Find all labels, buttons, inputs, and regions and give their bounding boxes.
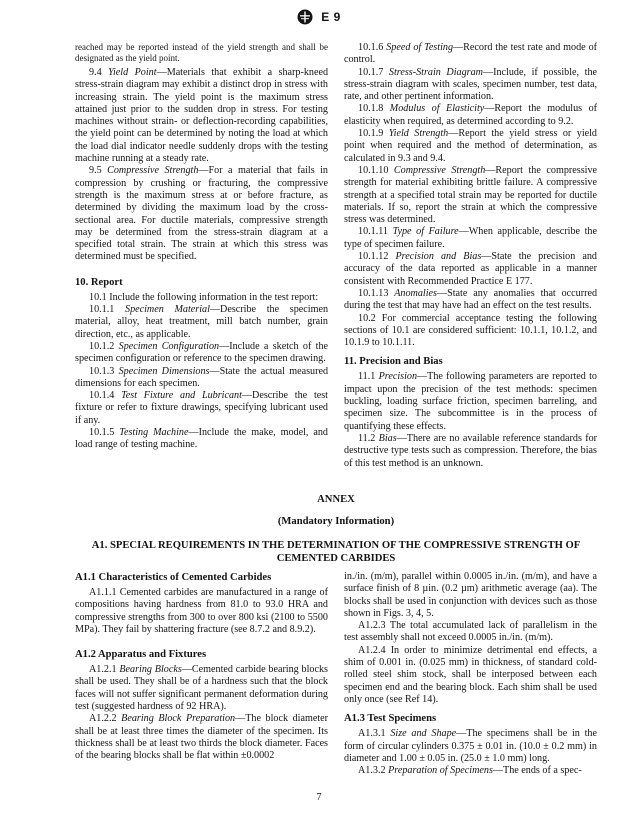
section-a1-2-1: A1.2.1 Bearing Blocks—Cemented carbide bearing blocks shall be used. They shall be of a hardness such that the block faces will not suffer significant permanent deformation during test (suggested hardness of 92 HRA). bbox=[75, 664, 328, 713]
continuation-text: reached may be reported instead of the yield strength and shall be designated as the yield point. bbox=[75, 42, 328, 63]
section-11-1: 11.1 Precision—The following parameters are reported to impact upon the precision of the test methods: specimen buckling, loading surface friction, specimen barreling, and specimen size. The subcommittee is in the process of quantifying these effects. bbox=[344, 371, 597, 432]
annex-subtitle: (Mandatory Information) bbox=[277, 516, 395, 527]
section-a1-2-2: A1.2.2 Bearing Block Preparation—The block diameter shall be at least three times the diameter of the specimen. Its thickness shall be at least two thirds the block diameter. Faces of the bearing blocks shall be flat within ±0.0002 bbox=[75, 713, 329, 762]
section-10-1-11: 10.1.11 Type of Failure—When applicable, describe the type of specimen failure. bbox=[344, 226, 597, 250]
a1-3-heading: A1.3 Test Specimens bbox=[344, 713, 437, 725]
section-a1-3-1: A1.3.1 Size and Shape—The specimens shall be in the form of circular cylinders 0.375 ± 0.01 in. (10.0 ± 0.2 mm) in diameter and 1.00 ± 0.05 in. (25.0 ± 1.0 mm) long. bbox=[344, 728, 597, 764]
section-10-1-5: 10.1.5 Testing Machine—Include the make, model, and load range of testing machine. bbox=[75, 427, 328, 451]
column-top-left bbox=[75, 42, 328, 452]
annex-a1-heading: A1. SPECIAL REQUIREMENTS IN THE DETERMINATION OF THE COMPRESSIVE STRENGTH OF CEMENTED CARBIDES bbox=[91, 540, 581, 564]
section-a1-3-2: A1.3.2 Preparation of Specimens—The ends of a spec- bbox=[358, 765, 582, 777]
section-10-1-9: 10.1.9 Yield Strength—Report the yield stress or yield point when required and the method of determination, as calculated in 9.3 and 9.4. bbox=[344, 128, 597, 164]
section-10-1-10: 10.1.10 Compressive Strength—Report the compressive strength for material exhibiting brittle failure. A compressive strength at a specified total strain may be reported for ductile materials. If so, report the strain at which the compressive stress was determined. bbox=[344, 164, 597, 226]
section-10-2: 10.2 For commercial acceptance testing the following sections of 10.1 are considered sufficient: 10.1.1, 10.1.2, and 10.1.9 to 10.1.11. bbox=[344, 312, 597, 349]
section-9-5: 9.5 Compressive Strength—For a material that fails in compression by crushing or fracturing, the compressive strength is the maximum stress at or before fracture, as determined by dividing the maximum load by the cross-sectional area. For ductile materials, compressive strength may be determined from the stress-strain diagram at a specified total strain. The strain at which this stress was determined must be specified. bbox=[75, 165, 328, 263]
section-10-1: 10.1 Include the following information in the test report: bbox=[89, 291, 319, 303]
section-10-1-8: 10.1.8 Modulus of Elasticity—Report the modulus of elasticity when required, as determined according to 9.2. bbox=[344, 103, 598, 127]
section-a1-2-4: A1.2.4 In order to minimize detrimental end effects, a shim of 0.001 in. (0.025 mm) in thickness, of standard cold-rolled steel shim stock, shall be interposed between each specimen end and the bearing block. Each shim shall be used only once (see Ref 14). bbox=[344, 644, 597, 705]
standard-code: E 9 bbox=[321, 10, 341, 25]
section-10-1-13: 10.1.13 Anomalies—State any anomalies that occurred during the test that may have had an effect on the test results. bbox=[344, 287, 598, 312]
report-heading: 10. Report bbox=[75, 276, 123, 288]
section-10-1-4: 10.1.4 Test Fixture and Lubricant—Describe the test fixture or refer to fixture drawings, specifying lubricant used if any. bbox=[75, 390, 328, 426]
section-10-1-3: 10.1.3 Specimen Dimensions—State the actual measured dimensions for each specimen. bbox=[75, 365, 329, 389]
a1-1-heading: A1.1 Characteristics of Cemented Carbides bbox=[75, 572, 272, 583]
continuation-text: in./in. (m/m), parallel within 0.0005 in./in. (m/m), and have a surface finish of 8 µin. (0.2 µm) arithmetic average (aa). The blocks shall be used in conjunction with devices such as those shown in Figs. 3, 4, 5. bbox=[344, 571, 597, 619]
section-10-1-7: 10.1.7 Stress-Strain Diagram—Include, if possible, the stress-strain diagram with scales, specimen number, test data, rate, and other pertinent information. bbox=[344, 66, 597, 103]
precision-bias-heading: 11. Precision and Bias bbox=[344, 356, 443, 368]
a1-2-heading: A1.2 Apparatus and Fixtures bbox=[75, 649, 207, 661]
section-a1-1-1: A1.1.1 Cemented carbides are manufactured in a range of compositions having hardness from 81.0 to 93.0 HRA and compressive strengths from 300 to over 800 ksi (2100 to 5500 MPa). They fail by shattering fracture (see 8.7.2 and 8.9.2). bbox=[75, 587, 328, 635]
section-10-1-2: 10.1.2 Specimen Configuration—Include a sketch of the specimen configuration or reference to the specimen drawing. bbox=[75, 340, 329, 365]
page-number: 7 bbox=[316, 792, 322, 803]
page-header bbox=[0, 8, 638, 26]
section-10-1-1: 10.1.1 Specimen Material—Describe the specimen material, alloy, heat treatment, mill batch number, grain direction, etc., as applicable. bbox=[75, 304, 329, 340]
section-10-1-6: 10.1.6 Speed of Testing—Record the test rate and mode of control. bbox=[344, 42, 598, 66]
astm-logo-icon bbox=[297, 9, 313, 25]
section-9-4-title: Yield Point bbox=[108, 67, 157, 78]
section-a1-2-3: A1.2.3 The total accumulated lack of parallelism in the test assembly shall not exceed 0.0005 in./in. (m/m). bbox=[344, 620, 597, 644]
section-11-2: 11.2 Bias—There are no available reference standards for destructive type tests such as compression. Therefore, the bias of this test method is an unknown. bbox=[344, 432, 597, 469]
annex-title: ANNEX bbox=[317, 494, 355, 505]
section-9-5-title: Compressive Strength bbox=[107, 165, 199, 177]
section-10-1-12: 10.1.12 Precision and Bias—State the precision and accuracy of the data reported as applicable in a manner consistent with Recommended Practice E 177. bbox=[344, 251, 597, 287]
column-top-right bbox=[344, 42, 597, 470]
column-bottom-right bbox=[344, 571, 597, 777]
column-bottom-left bbox=[75, 571, 328, 763]
section-9-4: 9.4 Yield Point—Materials that exhibit a sharp-kneed stress-strain diagram may exhibit a distinct drop in stress with increasing strain. The yield point is the maximum stress attained just prior to the sudden drop in stress. For testing machines without strain- or deflection-recording capabilities, the yield point can be determined by noting the load at which the load dial indicator needle suddenly drops with the testing machine running at a steady rate. bbox=[75, 67, 329, 165]
